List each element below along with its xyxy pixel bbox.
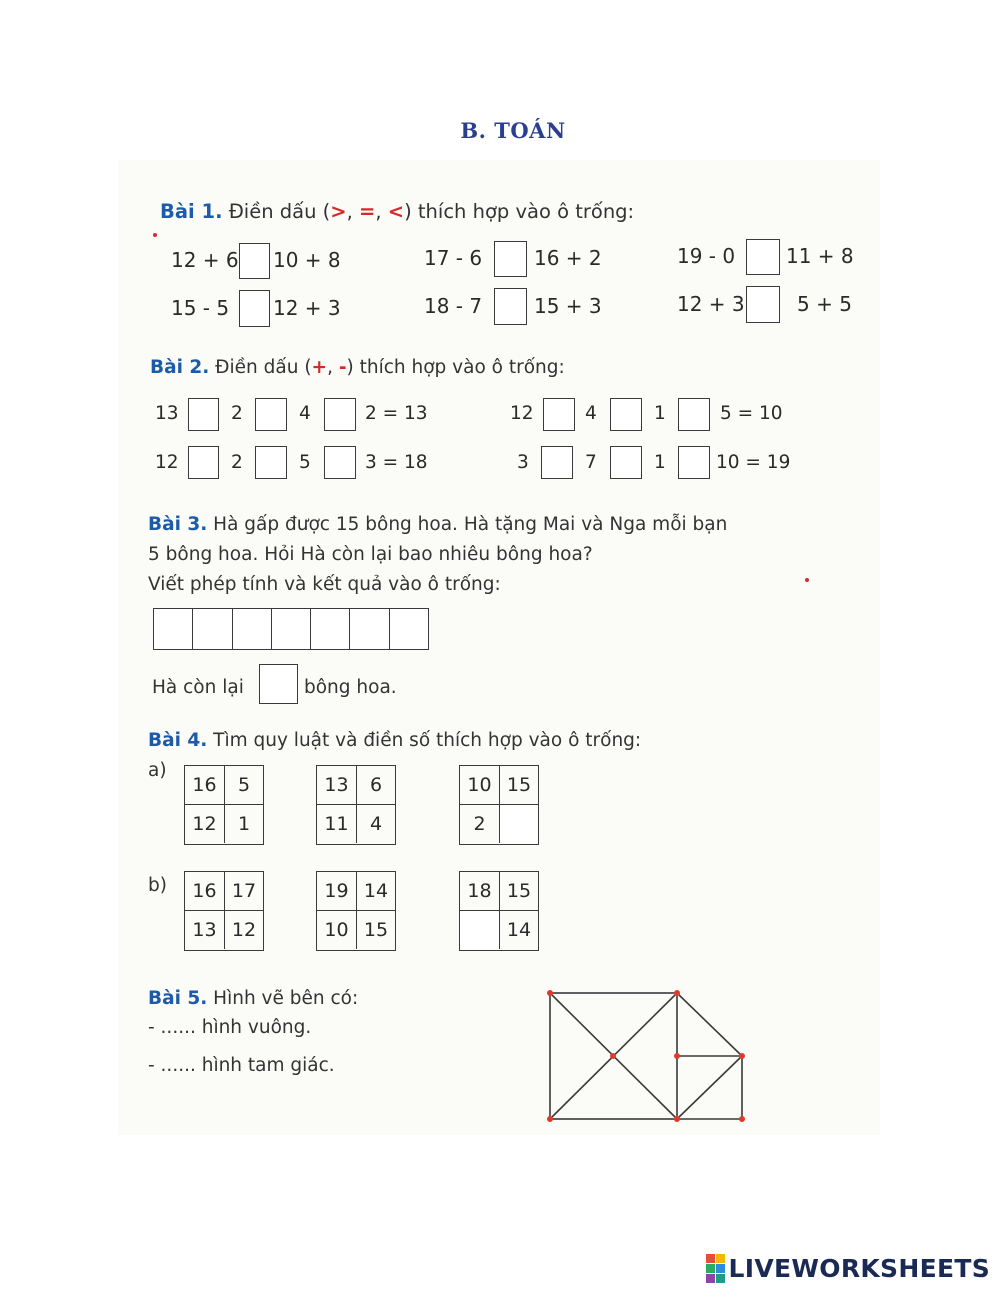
expr-right: 16 + 2 [534,246,602,270]
grid-cell: 4 [369,813,383,835]
result: 10 = 19 [716,452,791,473]
number-grid-a1 [184,765,264,845]
number-grid-b1 [184,871,264,951]
number: 1 [654,452,666,473]
bai4-heading: Bài 4. Tìm quy luật và điền số thích hợp vào ô trống: [148,730,642,751]
expr-left: 17 - 6 [424,246,483,270]
calc-cell[interactable] [193,609,232,649]
bai3-heading: Bài 3. Hà gấp được 15 bông hoa. Hà tặng Mai và Nga mỗi bạn [148,514,728,535]
grid-cell: 10 [460,766,500,805]
number-grid-a2 [316,765,396,845]
number: 1 [654,403,666,424]
number: 13 [155,403,179,424]
brand-name: LIVEWORKSHEETS [728,1254,990,1283]
liveworksheets-logo[interactable] [706,1254,990,1283]
bai2-heading: Bài 2. Điền dấu (+, -) thích hợp vào ô trống: [150,357,565,378]
sign-answer-box[interactable] [188,398,219,431]
grid-cell: 10 [317,911,357,949]
sign-answer-box[interactable] [678,446,710,479]
expr-right: 15 + 3 [534,294,602,318]
result: 3 = 18 [365,452,428,473]
result: 2 = 13 [365,403,428,424]
bai1-heading: Bài 1. Điền dấu (>, =, <) thích hợp vào ô trống: [160,200,635,223]
sign-answer-box[interactable] [324,398,356,431]
grid-cell: 16 [185,872,225,911]
grid-cell: 15 [363,919,389,941]
number: 4 [585,403,597,424]
grid-cell: 2 [460,805,500,843]
calc-cell[interactable] [154,609,193,649]
grid-cell: 15 [500,872,538,911]
number: 3 [517,452,529,473]
number: 2 [231,452,243,473]
vertex-dot [674,1053,680,1059]
sign-answer-box[interactable] [255,446,287,479]
square-count-line: - ...... hình vuông. [148,1017,312,1038]
sign-answer-box[interactable] [541,446,573,479]
vertex-dot [610,1053,616,1059]
expr-right: 12 + 3 [273,296,341,320]
expr-right: 10 + 8 [273,248,341,272]
expr-left: 12 + 6 [171,248,239,272]
expr-right: 11 + 8 [786,244,854,268]
grid-cell: 12 [231,919,257,941]
figure-lines [550,993,742,1119]
stray-dot [153,233,157,237]
grid-cell: 19 [317,872,357,911]
part-a-label: a) [148,760,167,781]
calc-cell[interactable] [233,609,272,649]
compare-answer-box[interactable] [746,286,780,323]
grid-cell: 1 [237,813,251,835]
missing-number-input[interactable] [500,805,538,843]
number: 2 [231,403,243,424]
calc-cell[interactable] [311,609,350,649]
compare-answer-box[interactable] [239,290,270,327]
sign-answer-box[interactable] [610,446,642,479]
diagonal-line [677,1056,742,1119]
number: 12 [510,403,534,424]
liveworksheets-logo-icon [706,1254,725,1283]
expr-left: 12 + 3 [677,292,745,316]
grid-cell: 12 [185,805,225,843]
grid-cell: 16 [185,766,225,805]
bai3-line3: Viết phép tính và kết quả vào ô trống: [148,574,501,595]
compare-answer-box[interactable] [239,243,270,279]
number-grid-a3 [459,765,539,845]
part-b-label: b) [148,875,167,896]
grid-cell: 11 [317,805,357,843]
vertex-dot [674,990,680,996]
grid-cell: 13 [185,911,225,949]
bai5-heading: Bài 5. Hình vẽ bên có: [148,988,359,1009]
calc-cell[interactable] [390,609,428,649]
vertex-dot [547,990,553,996]
vertex-dot [739,1053,745,1059]
grid-cell: 5 [225,766,263,805]
bai3-line2: 5 bông hoa. Hỏi Hà còn lại bao nhiêu bông hoa? [148,544,593,565]
result: 5 = 10 [720,403,783,424]
geometry-figure [540,985,755,1125]
grid-cell: 6 [357,766,395,805]
grid-cell: 18 [460,872,500,911]
compare-answer-box[interactable] [494,288,527,325]
grid-cell: 14 [506,919,532,941]
vertex-dot [674,1116,680,1122]
side-line [677,993,742,1056]
sign-answer-box[interactable] [543,398,575,431]
grid-cell: 13 [317,766,357,805]
expr-left: 15 - 5 [171,296,230,320]
answer-suffix: bông hoa. [304,677,397,698]
sign-answer-box[interactable] [678,398,710,431]
grid-cell: 14 [357,872,395,911]
number: 5 [299,452,311,473]
number: 7 [585,452,597,473]
expr-left: 18 - 7 [424,294,483,318]
triangle-count-line: - ...... hình tam giác. [148,1055,335,1076]
sign-answer-box[interactable] [610,398,642,431]
number-grid-b2 [316,871,396,951]
sign-answer-box[interactable] [324,446,356,479]
page-title: B. TOÁN [460,118,566,143]
calc-cell[interactable] [272,609,311,649]
calculation-answer-boxes[interactable] [153,608,429,650]
number: 12 [155,452,179,473]
missing-number-input[interactable] [460,911,500,949]
expr-left: 19 - 0 [677,244,736,268]
compare-answer-box[interactable] [746,239,780,275]
number: 4 [299,403,311,424]
compare-answer-box[interactable] [494,241,527,277]
stray-dot [805,578,809,582]
remaining-flowers-box[interactable] [259,664,298,704]
calc-cell[interactable] [350,609,389,649]
vertex-dot [547,1116,553,1122]
expr-right: 5 + 5 [797,292,852,316]
vertex-dot [739,1116,745,1122]
sign-answer-box[interactable] [188,446,219,479]
grid-cell: 15 [500,766,538,805]
answer-prefix: Hà còn lại [152,677,244,698]
number-grid-b3 [459,871,539,951]
grid-cell: 17 [225,872,263,911]
sign-answer-box[interactable] [255,398,287,431]
